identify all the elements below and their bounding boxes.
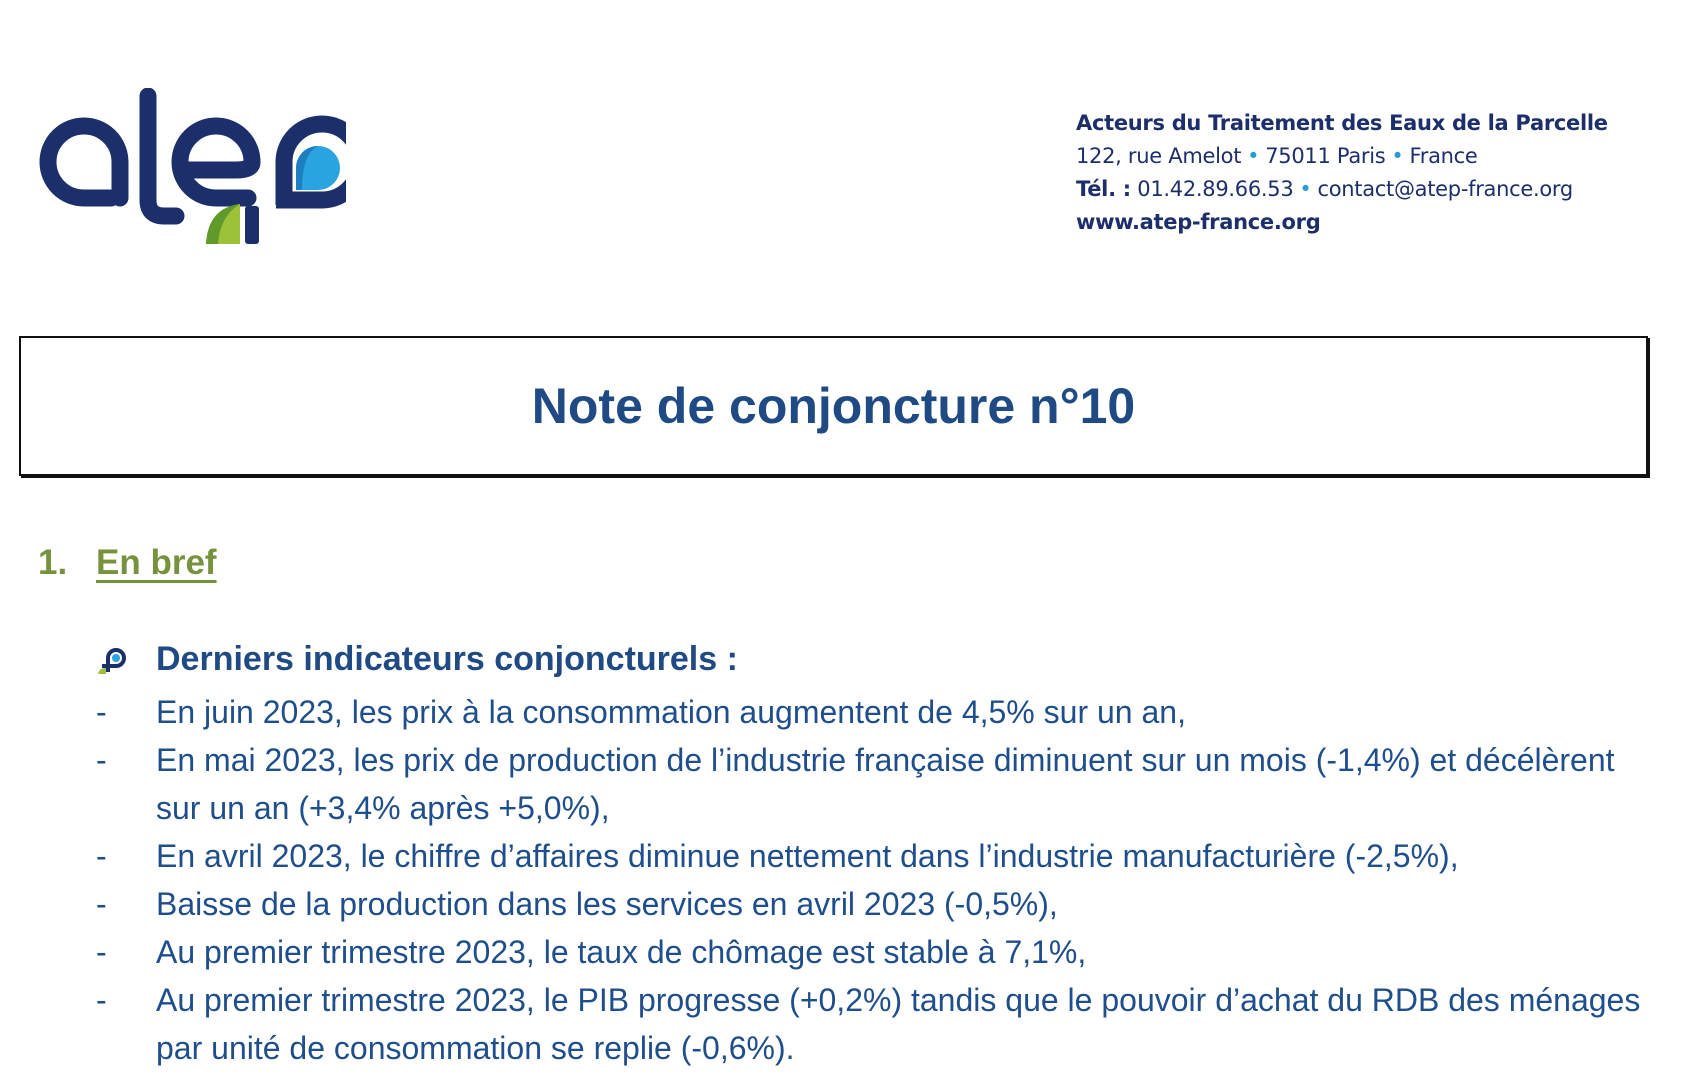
address: 122, rue Amelot • 75011 Paris • France	[1076, 144, 1478, 168]
list-item: - En avril 2023, le chiffre d’affaires diminue nettement dans l’industrie manufacturière (-2,5%),	[96, 838, 1459, 874]
phone-email: Tél. : 01.42.89.66.53 • contact@atep-france.org	[1076, 177, 1573, 201]
subheading: Derniers indicateurs conjoncturels :	[96, 640, 738, 679]
list-item: - En juin 2023, les prix à la consommation augmentent de 4,5% sur un an,	[96, 694, 1186, 730]
website-link[interactable]: www.atep-france.org	[1076, 210, 1321, 234]
section-label: En bref	[96, 543, 217, 582]
list-item: - Au premier trimestre 2023, le PIB progresse (+0,2%) tandis que le pouvoir d’achat du RDB des ménages par unité de consommation se replie (-0,6%).	[96, 982, 1641, 1066]
page-title: Note de conjoncture n°10	[531, 378, 1136, 434]
list-item: - En mai 2023, les prix de production de l’industrie française diminuent sur un mois (-1,4%) et décélèrent sur un an (+3,4% après +5,0%),	[96, 742, 1615, 826]
title-box	[19, 336, 1648, 476]
atep-logo	[36, 88, 346, 246]
contact-block	[1076, 107, 1608, 239]
org-name: Acteurs du Traitement des Eaux de la Parcelle	[1076, 111, 1608, 135]
indicator-list	[96, 688, 1666, 1072]
atep-bullet-icon	[96, 646, 126, 676]
list-item: - Au premier trimestre 2023, le taux de chômage est stable à 7,1%,	[96, 934, 1087, 970]
section-number: 1.	[38, 543, 68, 582]
section-heading	[38, 543, 217, 583]
phone: 01.42.89.66.53	[1137, 177, 1294, 201]
list-item: - Baisse de la production dans les services en avril 2023 (-0,5%),	[96, 886, 1058, 922]
email-link[interactable]: contact@atep-france.org	[1317, 177, 1573, 201]
